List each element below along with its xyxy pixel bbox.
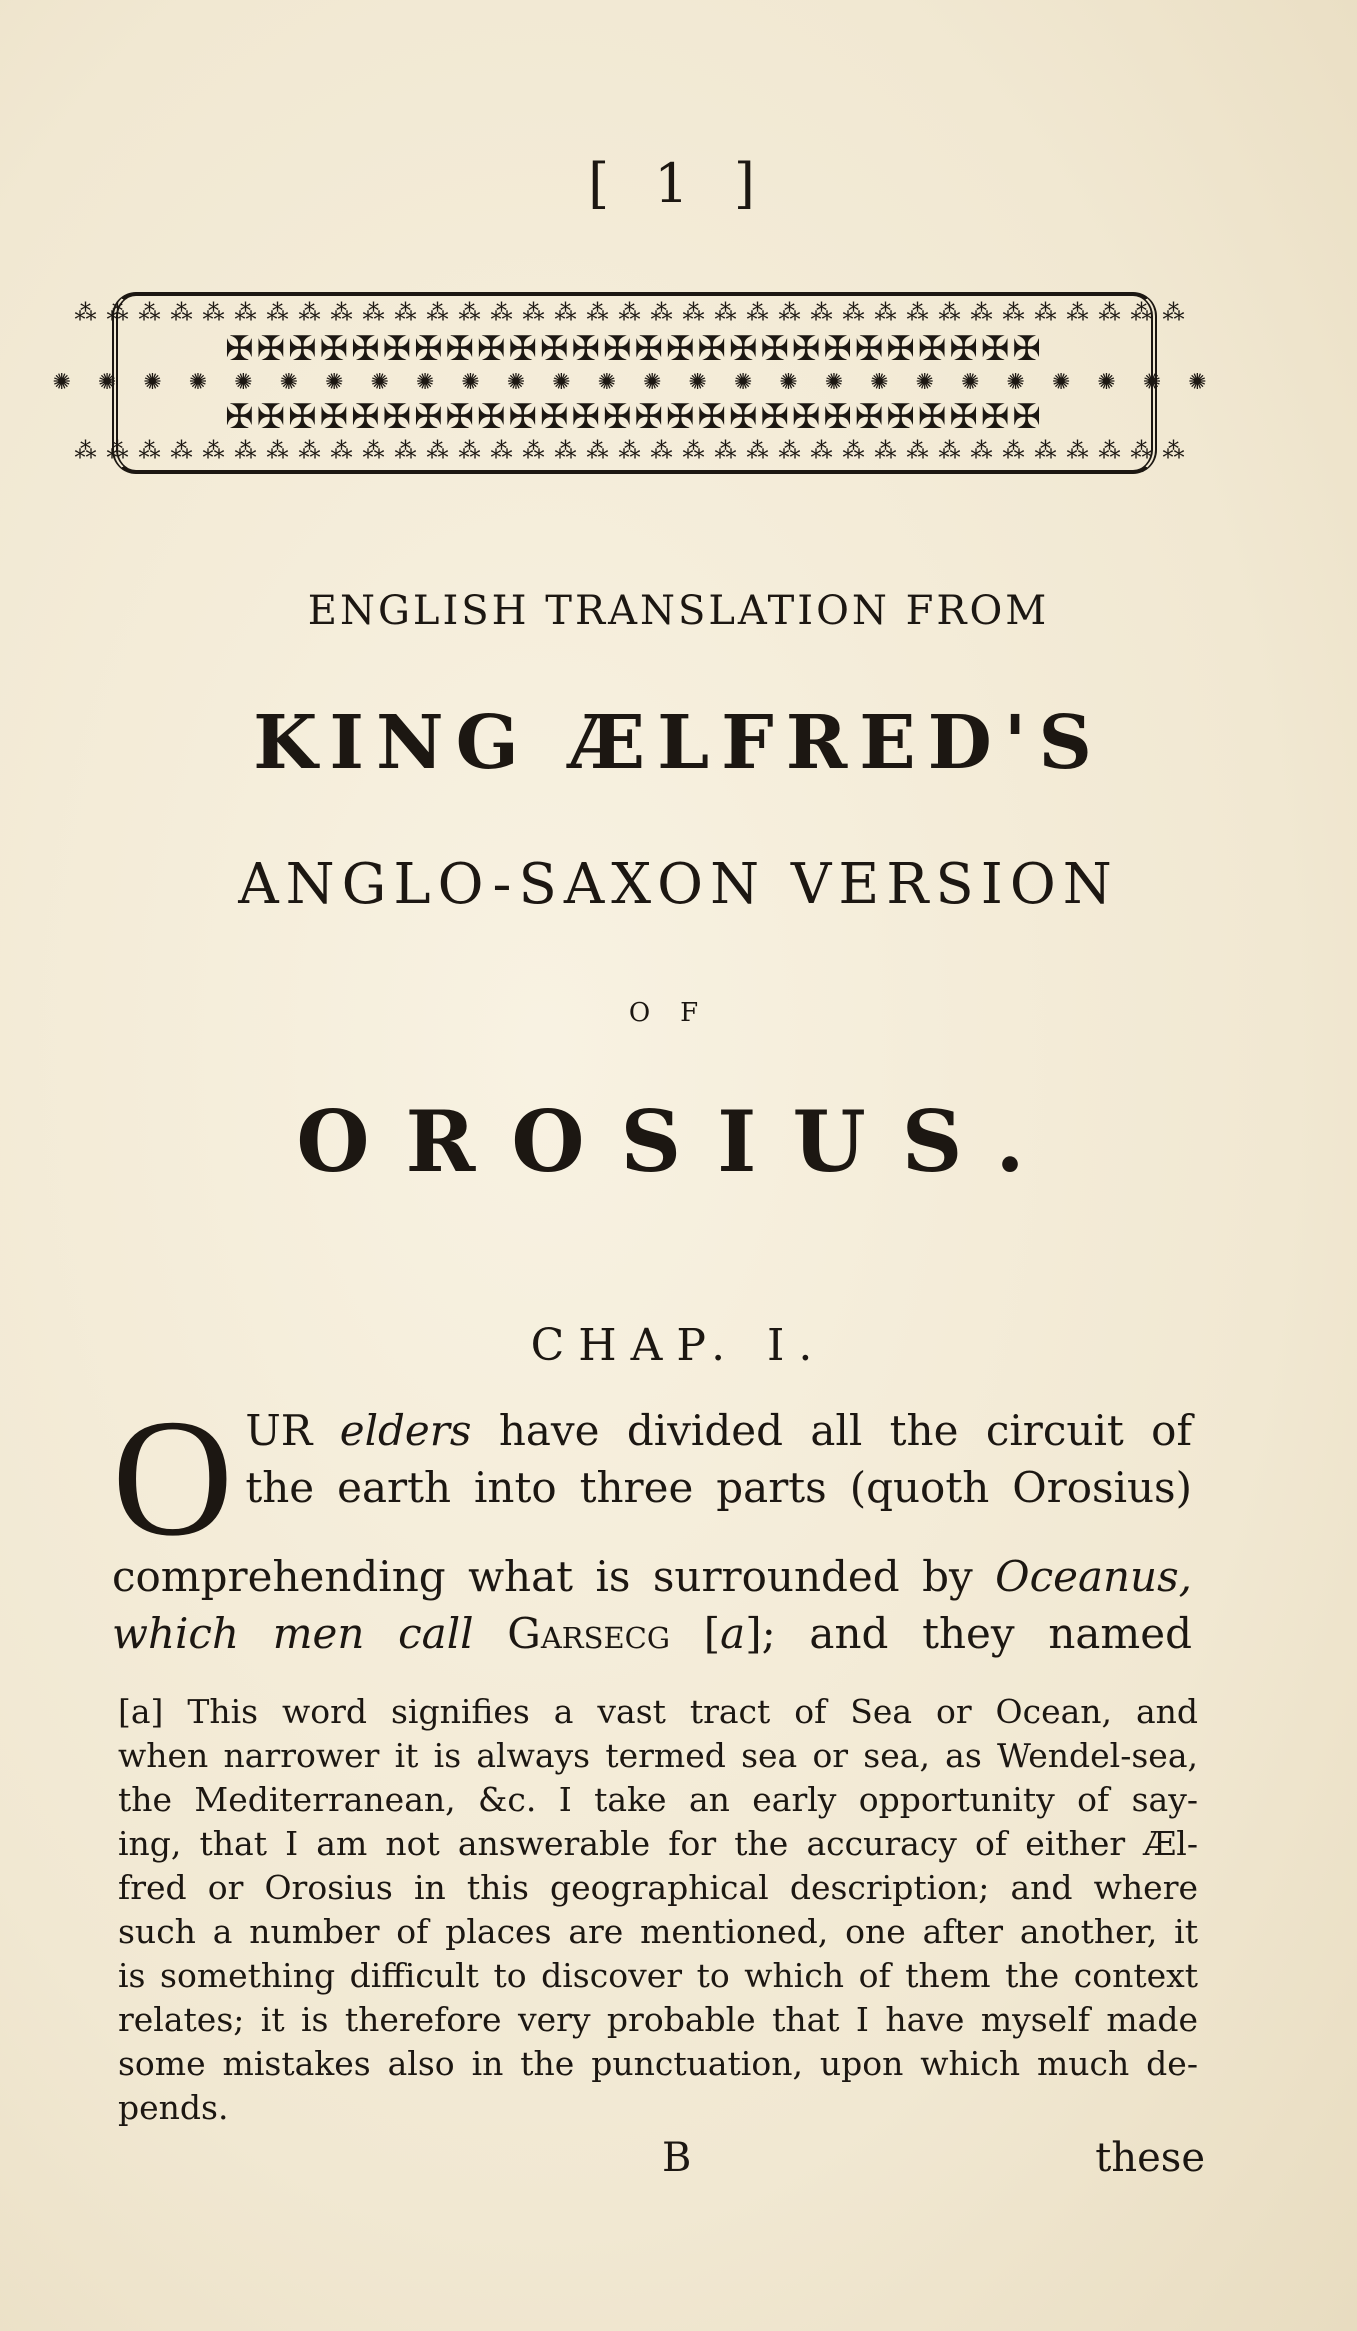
body-italic-text: elders: [339, 1406, 472, 1455]
footnote: [118, 1690, 1198, 2130]
chapter-heading: CHAP. I.: [530, 1320, 827, 1371]
ornament-row: ✠✠✠✠✠✠✠✠✠✠✠✠✠✠✠✠✠✠✠✠✠✠✠✠✠✠: [225, 397, 1044, 438]
body-italic-text: which men call: [112, 1609, 508, 1658]
body-italic-text: a: [720, 1609, 746, 1658]
body-line-text: comprehending what is surrounded by: [112, 1552, 996, 1601]
body-smallcaps-text: Garsecg: [507, 1609, 671, 1658]
title-line-4: OF: [628, 998, 729, 1028]
title-line-5: OROSIUS.: [296, 1092, 1061, 1191]
footnote-line: pends.: [118, 2088, 229, 2127]
footnote-line: the Mediterranean, &c. I take an early opportunity of say-: [118, 1780, 1198, 1819]
signature-mark: B: [662, 2135, 692, 2181]
title-line-2: KING ÆLFRED'S: [253, 700, 1104, 786]
footnote-line: some mistakes also in the punctuation, upon which much de-: [118, 2044, 1198, 2083]
ornament-row: ⁂⁂⁂⁂⁂⁂⁂⁂⁂⁂⁂⁂⁂⁂⁂⁂⁂⁂⁂⁂⁂⁂⁂⁂⁂⁂⁂⁂⁂⁂⁂⁂⁂⁂⁂: [74, 301, 1195, 327]
ornament-row: ✺ ✺ ✺ ✺ ✺ ✺ ✺ ✺ ✺ ✺ ✺ ✺ ✺ ✺ ✺ ✺ ✺ ✺ ✺ ✺ ✺ ✺ ✺ ✺ ✺ ✺: [52, 369, 1217, 395]
footnote-line: when narrower it is always termed sea or sea, as Wendel-sea,: [118, 1736, 1198, 1775]
catchword: these: [1095, 2135, 1205, 2181]
footnote-line: fred or Orosius in this geographical description; and where: [118, 1868, 1198, 1907]
title-line-3: ANGLO-SAXON VERSION: [238, 852, 1119, 917]
footnote-line: ing, that I am not answerable for the accuracy of either Æl-: [118, 1824, 1198, 1863]
body-text: [112, 1385, 1192, 1662]
title-line-1: ENGLISH TRANSLATION FROM: [307, 588, 1050, 634]
footnote-line: such a number of places are mentioned, one after another, it: [118, 1912, 1198, 1951]
body-line: [112, 1548, 1192, 1605]
footnote-line: is something difficult to discover to which of them the context: [118, 1956, 1198, 1995]
body-line: the earth into three parts (quoth Orosius): [245, 1463, 1192, 1512]
footnote-line: relates; it is therefore very probable that I have myself made: [118, 2000, 1198, 2039]
page-number: [ 1 ]: [588, 152, 769, 215]
body-line-text: UR: [245, 1406, 340, 1455]
ornament-row: ⁂⁂⁂⁂⁂⁂⁂⁂⁂⁂⁂⁂⁂⁂⁂⁂⁂⁂⁂⁂⁂⁂⁂⁂⁂⁂⁂⁂⁂⁂⁂⁂⁂⁂⁂: [74, 438, 1195, 464]
body-line-text: [: [670, 1609, 721, 1658]
headpiece-ornament: [52, 292, 1217, 474]
body-italic-text: Oceanus,: [995, 1552, 1192, 1601]
body-line-text: have divided all the circuit of: [471, 1406, 1192, 1455]
body-line: [112, 1402, 1192, 1459]
body-line: [112, 1605, 1192, 1662]
footnote-line: [a] This word signifies a vast tract of Sea or Ocean, and: [118, 1692, 1198, 1731]
drop-cap: O: [112, 1385, 234, 1571]
ornament-row: ✠✠✠✠✠✠✠✠✠✠✠✠✠✠✠✠✠✠✠✠✠✠✠✠✠✠: [225, 328, 1044, 369]
body-line-text: ]; and they named: [745, 1609, 1192, 1658]
